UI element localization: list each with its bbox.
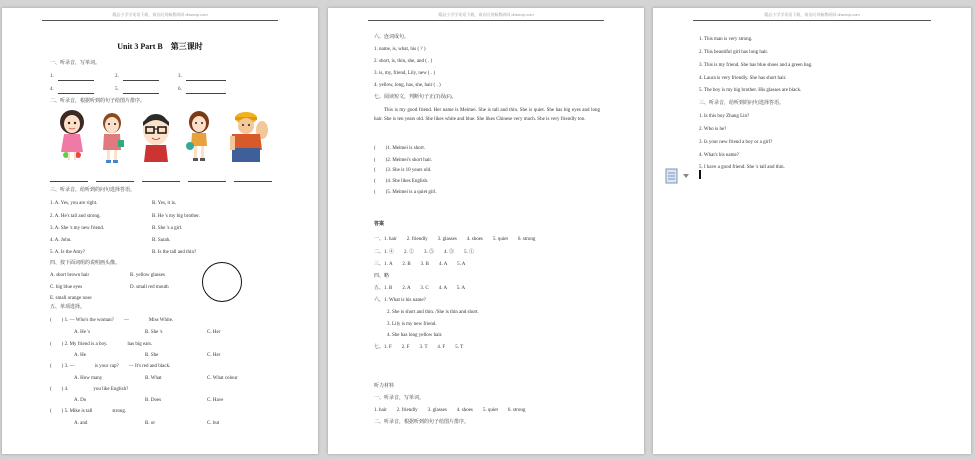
header-rule bbox=[42, 20, 278, 21]
header-rule bbox=[368, 20, 604, 21]
answer-line: 五、1. B 2. A 3. C 4. A 5. A bbox=[374, 286, 466, 291]
mc-option: A. How many bbox=[74, 376, 103, 381]
answer-blank bbox=[234, 181, 272, 182]
document-page-3 bbox=[653, 8, 971, 454]
section-1-heading: 一、听录音，写单词。 bbox=[50, 61, 101, 66]
drawing-item: D. small red mouth bbox=[130, 285, 169, 290]
mc-option: B. Does bbox=[145, 398, 162, 403]
girl-pink-dress-picture bbox=[56, 108, 88, 164]
option-b: B. Sarah. bbox=[152, 238, 171, 243]
text-cursor[interactable] bbox=[699, 170, 701, 179]
blank-number: 2. bbox=[115, 74, 119, 79]
true-false-item: ( )2. Meimei's short hair. bbox=[374, 158, 432, 163]
section-2-heading: 二、听录音，根据听到的句子给图片排序。 bbox=[50, 99, 146, 104]
blank-number: 1. bbox=[50, 74, 54, 79]
listening-line: 4. Laura is very friendly. She has short hair. bbox=[699, 76, 787, 81]
mc-question: ( ) 1. — Who's the woman? — Miss White. bbox=[50, 318, 174, 323]
mc-option: C. Have bbox=[207, 398, 224, 403]
answer-blank bbox=[58, 80, 94, 81]
section-5-heading: 五、单项选择。 bbox=[50, 305, 86, 310]
option-a: 3. A. She 's my new friend. bbox=[50, 226, 105, 231]
listening-line: 一、听录音，写单词。 bbox=[374, 396, 425, 401]
mc-option: C. but bbox=[207, 421, 220, 426]
drawing-item: E. small orange nose bbox=[50, 296, 92, 301]
true-false-item: ( )1. Meimei is short. bbox=[374, 146, 425, 151]
header-rule bbox=[693, 20, 931, 21]
section-3-heading: 三、听录音，给听到的问句选择答语。 bbox=[50, 188, 136, 193]
paragraph-options-icon[interactable] bbox=[665, 168, 691, 184]
mc-question: ( ) 3. — is your cap? — It's red and black. bbox=[50, 364, 171, 369]
answer-line: 一、1. hair 2. friendly 3. glasses 4. shoes 5. quiet 6. strong bbox=[374, 237, 536, 242]
blank-number: 6. bbox=[178, 87, 182, 92]
answer-line: 二、1. ④ 2. ② 3. ⑤ 4. ③ 5. ① bbox=[374, 250, 475, 255]
mc-option: B. What bbox=[145, 376, 162, 381]
true-false-item: ( )3. She is 10 years old. bbox=[374, 168, 432, 173]
mc-question: ( ) 5. Mike is tall strong. bbox=[50, 409, 127, 414]
drawing-item: B. yellow glasses bbox=[130, 273, 165, 278]
page-title: Unit 3 Part B 第三课时 bbox=[117, 42, 203, 51]
answer-line: 4. She has long yellow hair. bbox=[387, 333, 443, 338]
reorder-item: 1. name, is, what, his ( ? ) bbox=[374, 47, 426, 52]
chevron-down-icon bbox=[683, 174, 689, 178]
option-a: 2. A. He's tall and strong. bbox=[50, 214, 101, 219]
reorder-item: 4. yellow, long, has, she, hair ( . ) bbox=[374, 83, 441, 88]
reorder-item: 2. short, is, thin, she, and ( . ) bbox=[374, 59, 433, 64]
true-false-item: ( )5. Meimei is a quiet girl. bbox=[374, 190, 437, 195]
answers-heading: 答案 bbox=[374, 222, 385, 227]
answer-blank bbox=[58, 93, 94, 94]
blank-number: 4. bbox=[50, 87, 54, 92]
page-header: 精品小学学英语下载，请访问刘畅教研网 dhwxnp.com bbox=[438, 12, 534, 17]
drawing-item: A. short brown hair bbox=[50, 273, 90, 278]
answer-blank bbox=[96, 181, 134, 182]
mc-option: C. What colour bbox=[207, 376, 238, 381]
drawing-circle bbox=[202, 262, 242, 302]
option-b: B. She 's a girl. bbox=[152, 226, 183, 231]
listening-line: 2. Who is he? bbox=[699, 127, 727, 132]
answer-line: 2. She is short and thin. /She is thin and short. bbox=[387, 310, 479, 315]
option-b: B. Is the tall and thin? bbox=[152, 250, 197, 255]
listening-line: 1. This man is very strong. bbox=[699, 37, 753, 42]
mc-option: B. or bbox=[145, 421, 155, 426]
answer-blank bbox=[188, 181, 226, 182]
mc-option: A. He bbox=[74, 353, 86, 358]
mc-question: ( ) 2. My friend is a boy. has big ears. bbox=[50, 342, 153, 347]
answer-line: 3. Lily is my new friend. bbox=[387, 322, 437, 327]
reorder-item: 3. is, my, friend, Lily, new ( . ) bbox=[374, 71, 436, 76]
option-a: 1. A. Yes, you are right. bbox=[50, 201, 98, 206]
answer-line: 六、1. What is his name? bbox=[374, 298, 426, 303]
mc-option: A. He 's bbox=[74, 330, 91, 335]
answer-blank bbox=[142, 181, 180, 182]
option-b: B. He 's my big brother. bbox=[152, 214, 200, 219]
answer-blank bbox=[123, 80, 159, 81]
listening-line: 1. Is this boy Zhang Lin? bbox=[699, 114, 750, 119]
option-a: 4. A. John. bbox=[50, 238, 72, 243]
answer-line: 三、1. A 2. B 3. B 4. A 5. A bbox=[374, 262, 466, 267]
mc-option: C. Her bbox=[207, 353, 221, 358]
listening-line: 4. What's his name? bbox=[699, 153, 739, 158]
boy-with-glasses-picture bbox=[140, 112, 172, 164]
section-6-heading: 六、连词成句。 bbox=[374, 35, 410, 40]
answer-line: 七、1. F 2. F 3. T 4. F 5. T bbox=[374, 345, 464, 350]
mc-option: B. She 's bbox=[145, 330, 163, 335]
drawing-item: C. big blue eyes bbox=[50, 285, 83, 290]
blank-number: 5. bbox=[115, 87, 119, 92]
blank-number: 3. bbox=[178, 74, 182, 79]
mc-question: ( ) 4. you like English? bbox=[50, 387, 129, 392]
true-false-item: ( )4. She likes English. bbox=[374, 179, 429, 184]
listening-line: 5. The boy is my big brother. His glasses are black. bbox=[699, 88, 802, 93]
page-header: 精品小学学英语下载，请访问刘畅教研网 dhwxnp.com bbox=[112, 12, 208, 17]
answer-line: 四、略 bbox=[374, 274, 390, 279]
option-a: 5. A. Is the Amy? bbox=[50, 250, 85, 255]
document-page-2 bbox=[328, 8, 644, 454]
mc-option: B. She bbox=[145, 353, 159, 358]
section-4-heading: 四、按下面词组的说明画头像。 bbox=[50, 261, 121, 266]
listening-heading: 听力材料 bbox=[374, 384, 395, 389]
mc-option: C. Her bbox=[207, 330, 221, 335]
mc-option: A. and bbox=[74, 421, 88, 426]
listening-line: 2. This beautiful girl has long hair. bbox=[699, 50, 769, 55]
listening-line: 三、听录音，给听到的问句选择答语。 bbox=[699, 101, 785, 106]
page-header: 精品小学学英语下载，请访问刘畅教研网 dhwxnp.com bbox=[764, 12, 860, 17]
listening-line: 5. I have a good friend. She 's tall and thin. bbox=[699, 165, 785, 170]
reading-passage: This is my good friend. Her name is Meimei. She is tall and thin. She is quiet. She has big eyes and long hair. She is ten years old. She likes white and blue. She likes Chinese very much. She is very friendly too. bbox=[374, 108, 600, 122]
mc-option: A. Do bbox=[74, 398, 87, 403]
answer-blank bbox=[186, 80, 226, 81]
option-b: B. Yes, it is. bbox=[152, 201, 177, 206]
listening-line: 1. hair 2. friendly 3. glasses 4. shoes 5. quiet 6. strong bbox=[374, 408, 526, 413]
strong-worker-picture bbox=[224, 108, 270, 164]
girl-playing-ball-picture bbox=[184, 110, 212, 164]
listening-line: 3. Is your new friend a boy or a girl? bbox=[699, 140, 773, 145]
document-page-1 bbox=[2, 8, 318, 454]
listening-line: 3. This is my friend. She has blue shoes and a green bag. bbox=[699, 63, 813, 68]
section-7-heading: 七、阅读短文，判断句子正(T)误(F)。 bbox=[374, 95, 457, 100]
girl-with-bag-picture bbox=[98, 112, 126, 164]
answer-blank bbox=[186, 93, 226, 94]
answer-blank bbox=[123, 93, 159, 94]
listening-line: 二、听录音，根据听到的句子给图片排序。 bbox=[374, 420, 470, 425]
answer-blank bbox=[50, 181, 88, 182]
